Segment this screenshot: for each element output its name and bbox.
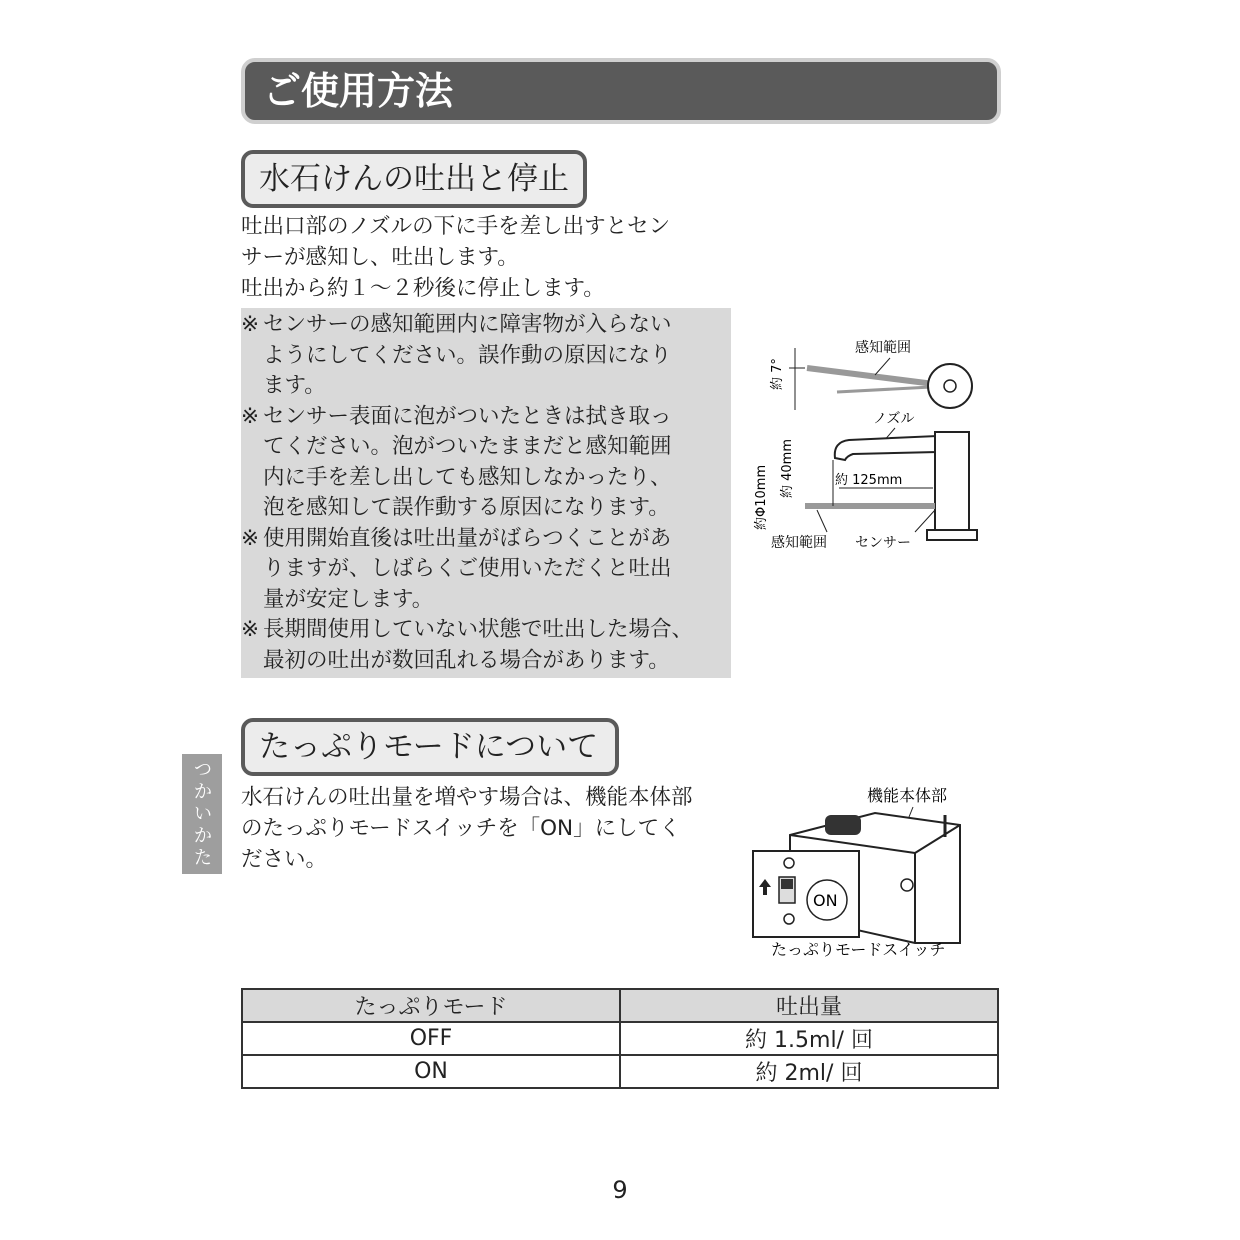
table-header-row (242, 989, 998, 1022)
switch-label: たっぷりモードスイッチ (771, 940, 946, 959)
page-number: 9 (612, 1176, 628, 1204)
table-cell: ON (242, 1055, 620, 1088)
body-line: 吐出から約１～２秒後に停止します。 (241, 276, 605, 301)
note-item (241, 524, 731, 616)
note-line: 泡を感知して誤作動する原因になります。 (263, 495, 670, 520)
note-line: 最初の吐出が数回乱れる場合があります。 (263, 647, 670, 673)
body-line: サーが感知し、吐出します。 (241, 245, 519, 270)
unit-cap (825, 815, 861, 835)
screw-icon (784, 914, 794, 924)
note-mark: ※ (241, 312, 260, 337)
note-line: 使用開始直後は吐出量がばらつくことがあ (263, 525, 672, 551)
side-tab: つかいかた (182, 754, 222, 874)
section-heading-rich-mode: たっぷりモードについて (241, 718, 619, 776)
note-line: てください。泡がついたままだと感知範囲 (263, 434, 672, 459)
nozzle-label: ノズル (873, 411, 915, 427)
note-line: センサーの感知範囲内に障害物が入らない (263, 312, 672, 337)
note-mark: ※ (241, 617, 260, 642)
note-item (241, 615, 731, 676)
dispense-volume-table (241, 988, 999, 1089)
note-line: 長期間使用していない状態で吐出した場合、 (263, 617, 694, 642)
screw-icon (784, 858, 794, 868)
table-cell: OFF (242, 1022, 620, 1055)
body-line: のたっぷりモードスイッチを「ON」にしてく (241, 816, 681, 841)
note-line: ます。 (263, 373, 326, 398)
dispense-description (241, 211, 741, 304)
angle-label: 約 7° (770, 358, 785, 390)
table-cell: 約 2ml/ 回 (620, 1055, 998, 1088)
body-line: 吐出口部のノズルの下に手を差し出すとセン (241, 214, 671, 239)
table-row (242, 1055, 998, 1088)
faucet-sensor-diagram (745, 330, 985, 560)
nozzle-shape (835, 436, 937, 460)
table-header: 吐出量 (620, 989, 998, 1022)
faucet-body (935, 432, 969, 540)
note-item (241, 402, 731, 524)
page-title: ご使用方法 (241, 58, 1001, 124)
unit-switch-diagram (745, 775, 985, 965)
range-label-bottom: 感知範囲 (771, 535, 827, 551)
table-cell: 約 1.5ml/ 回 (620, 1022, 998, 1055)
note-line: ようにしてください。誤作動の原因になり (263, 342, 672, 368)
unit-port (901, 879, 913, 891)
note-mark: ※ (241, 525, 260, 551)
switch-knob (781, 879, 793, 889)
range-label-top: 感知範囲 (855, 340, 911, 356)
note-item (241, 310, 731, 402)
unit-label: 機能本体部 (867, 786, 948, 805)
leader-line (915, 510, 935, 532)
body-line: 水石けんの吐出量を増やす場合は、機能本体部 (241, 785, 693, 810)
distance-label: 約 125mm (835, 473, 903, 488)
note-line: りますが、しばらくご使用いただくと吐出 (263, 556, 672, 581)
note-line: 量が安定します。 (263, 586, 434, 612)
note-line: 内に手を差し出しても感知しなかったり、 (263, 464, 672, 490)
body-line: ださい。 (241, 847, 328, 872)
notes-list (241, 310, 731, 676)
note-mark: ※ (241, 403, 260, 429)
height-label: 約 40mm (780, 438, 795, 498)
faucet-base (927, 530, 977, 540)
diameter-label: 約Φ10mm (754, 464, 769, 530)
rich-mode-description (241, 782, 741, 875)
leader-line (817, 510, 827, 532)
section-heading-dispense: 水石けんの吐出と停止 (241, 150, 587, 208)
on-label: ON (813, 891, 838, 910)
sensor-label: センサー (855, 535, 911, 551)
leader-line (875, 358, 890, 375)
table-row (242, 1022, 998, 1055)
sensor-dot (944, 380, 956, 392)
note-line: センサー表面に泡がついたときは拭き取っ (263, 403, 672, 429)
table-header: たっぷりモード (242, 989, 620, 1022)
